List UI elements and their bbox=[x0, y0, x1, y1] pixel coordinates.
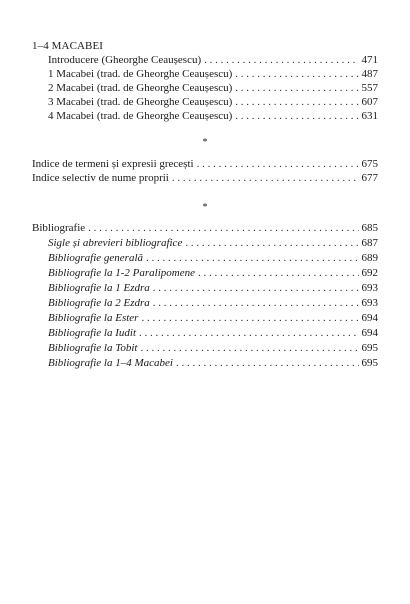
toc-entry-label: 3 Macabei (trad. de Gheorghe Ceaușescu) bbox=[48, 96, 233, 108]
toc-entry-page: 487 bbox=[361, 68, 378, 80]
dot-leader bbox=[146, 252, 358, 265]
dot-leader bbox=[153, 297, 359, 310]
bibliography-entry-page: 695 bbox=[361, 342, 378, 354]
dot-leader bbox=[140, 342, 358, 355]
section-separator: * bbox=[202, 202, 208, 213]
index-entry bbox=[32, 172, 378, 185]
toc-entry-label: Introducere (Gheorghe Ceaușescu) bbox=[48, 54, 202, 66]
bibliography-entry bbox=[48, 267, 378, 280]
bibliography-heading bbox=[32, 222, 378, 235]
dot-leader bbox=[185, 237, 358, 250]
toc-entry-label: 4 Macabei (trad. de Gheorghe Ceaușescu) bbox=[48, 110, 233, 122]
bibliography-entry bbox=[48, 357, 378, 370]
bibliography-entry-page: 693 bbox=[361, 282, 378, 294]
dot-leader bbox=[153, 282, 359, 295]
dot-leader bbox=[88, 222, 358, 235]
bibliography-entry bbox=[48, 237, 378, 250]
toc-entry-label: 1 Macabei (trad. de Gheorghe Ceaușescu) bbox=[48, 68, 233, 80]
toc-entry-page: 557 bbox=[361, 82, 378, 94]
index-entry-label: Indice selectiv de nume proprii bbox=[32, 172, 169, 184]
dot-leader bbox=[172, 172, 359, 185]
dot-leader bbox=[235, 82, 358, 95]
toc-entry-page: 471 bbox=[361, 54, 378, 66]
dot-leader bbox=[235, 110, 358, 123]
bibliography-entry bbox=[48, 312, 378, 325]
bibliography-entry-page: 694 bbox=[361, 327, 378, 339]
bibliography-entry-label: Bibliografie la 1–4 Macabei bbox=[48, 357, 173, 369]
dot-leader bbox=[235, 68, 358, 81]
section-separator: * bbox=[202, 137, 208, 148]
bibliography-heading-label: Bibliografie bbox=[32, 222, 86, 234]
dot-leader bbox=[197, 158, 359, 171]
dot-leader bbox=[176, 357, 359, 370]
dot-leader bbox=[198, 267, 359, 280]
bibliography-entry-label: Bibliografie la Iudit bbox=[48, 327, 136, 339]
dot-leader bbox=[139, 327, 359, 340]
bibliography-entry-label: Bibliografie la Ester bbox=[48, 312, 139, 324]
bibliography-entry-page: 694 bbox=[361, 312, 378, 324]
toc-entry bbox=[48, 68, 378, 81]
toc-entry bbox=[48, 96, 378, 109]
index-entry-label: Indice de termeni și expresii grecești bbox=[32, 158, 194, 170]
bibliography-heading-page: 685 bbox=[361, 222, 378, 234]
bibliography-entry-label: Bibliografie la Tobit bbox=[48, 342, 138, 354]
bibliography-entry-page: 693 bbox=[361, 297, 378, 309]
toc-entry-page: 607 bbox=[361, 96, 378, 108]
bibliography-entry-page: 687 bbox=[361, 237, 378, 249]
bibliography-entry bbox=[48, 252, 378, 265]
section-heading-macabei: 1–4 MACABEI bbox=[32, 40, 104, 52]
bibliography-entry-label: Bibliografie la 1 Ezdra bbox=[48, 282, 150, 294]
toc-entry bbox=[48, 82, 378, 95]
bibliography-entry-page: 689 bbox=[361, 252, 378, 264]
index-entry bbox=[32, 158, 378, 171]
toc-entry bbox=[48, 110, 378, 123]
dot-leader bbox=[235, 96, 358, 109]
toc-entry bbox=[48, 54, 378, 67]
bibliography-entry bbox=[48, 342, 378, 355]
toc-entry-page: 631 bbox=[361, 110, 378, 122]
bibliography-entry-label: Bibliografie la 1-2 Paralipomene bbox=[48, 267, 195, 279]
bibliography-entry-page: 695 bbox=[361, 357, 378, 369]
toc-entry-label: 2 Macabei (trad. de Gheorghe Ceaușescu) bbox=[48, 82, 233, 94]
bibliography-entry bbox=[48, 297, 378, 310]
bibliography-entry bbox=[48, 282, 378, 295]
dot-leader bbox=[141, 312, 358, 325]
bibliography-entry-label: Bibliografie generală bbox=[48, 252, 144, 264]
bibliography-entry-label: Bibliografie la 2 Ezdra bbox=[48, 297, 150, 309]
dot-leader bbox=[204, 54, 358, 67]
index-entry-page: 675 bbox=[361, 158, 378, 170]
bibliography-entry-page: 692 bbox=[361, 267, 378, 279]
bibliography-entry-label: Sigle și abrevieri bibliografice bbox=[48, 237, 183, 249]
bibliography-entry bbox=[48, 327, 378, 340]
index-entry-page: 677 bbox=[361, 172, 378, 184]
